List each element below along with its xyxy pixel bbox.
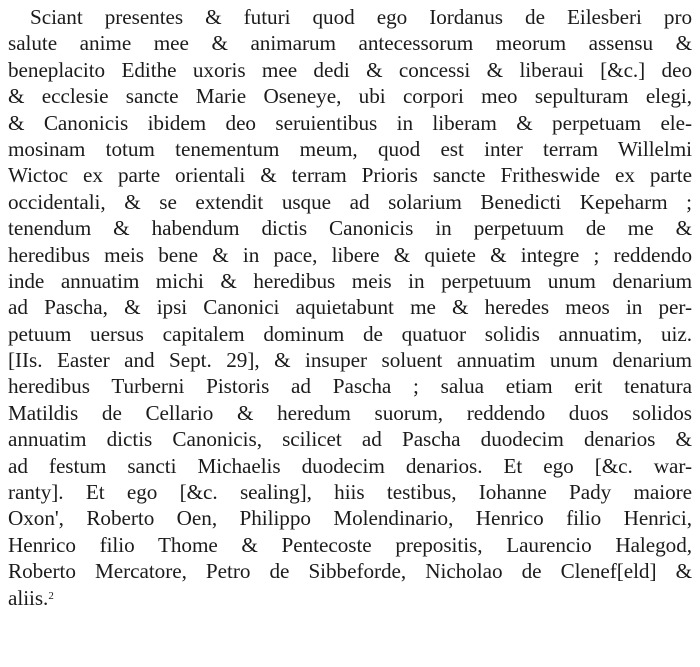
- text-line: mosinam totum tenementum meum, quod est inter terram Willelmi: [8, 136, 692, 161]
- text-line: ad Pascha, & ipsi Canonici aquietabunt me & heredes meos in per-: [8, 295, 692, 320]
- text-line: salute anime mee & animarum antecessorum meorum assensu &: [8, 31, 692, 56]
- text-line: Wictoc ex parte orientali & terram Prioris sancte Fritheswide ex parte: [8, 163, 692, 188]
- text-line: ranty]. Et ego [&c. sealing], hiis testibus, Iohanne Pady maiore: [8, 480, 692, 505]
- text-line: [IIs. Easter and Sept. 29], & insuper soluent annuatim unum denarium: [8, 348, 692, 373]
- text-line: tenendum & habendum dictis Canonicis in perpetuum de me &: [8, 216, 692, 241]
- text-line: Oxon', Roberto Oen, Philippo Molendinario, Henrico filio Henrici,: [8, 506, 692, 531]
- text-line: & Canonicis ibidem deo seruientibus in liberam & perpetuam ele-: [8, 110, 692, 135]
- text-line-final: [8, 585, 692, 611]
- text-line: aliis.: [8, 585, 49, 610]
- text-line: Henrico filio Thome & Pentecoste prepositis, Laurencio Halegod,: [8, 532, 692, 557]
- text-line: heredibus Turberni Pistoris ad Pascha ; salua etiam erit tenatura: [8, 374, 692, 399]
- text-line: Roberto Mercatore, Petro de Sibbeforde, Nicholao de Clenef[eld] &: [8, 559, 692, 584]
- text-line: inde annuatim michi & heredibus meis in perpetuum unum denarium: [8, 268, 692, 293]
- text-line: occidentali, & se extendit usque ad solarium Benedicti Kepeharm ;: [8, 189, 692, 214]
- text-line: ad festum sancti Michaelis duodecim denarios. Et ego [&c. war-: [8, 453, 692, 478]
- text-line: Matildis de Cellario & heredum suorum, reddendo duos solidos: [8, 400, 692, 425]
- text-line: petuum uersus capitalem dominum de quatuor solidis annuatim, uiz.: [8, 321, 692, 346]
- footnote-marker[interactable]: 2: [48, 589, 54, 602]
- text-line: annuatim dictis Canonicis, scilicet ad Pascha duodecim denarios &: [8, 427, 692, 452]
- text-line: & ecclesie sancte Marie Oseneye, ubi corpori meo sepulturam elegi,: [8, 84, 692, 109]
- text-line: Sciant presentes & futuri quod ego Iordanus de Eilesberi pro: [30, 5, 692, 29]
- text-line: beneplacito Edithe uxoris mee dedi & concessi & liberaui [&c.] deo: [8, 57, 692, 82]
- text-line: heredibus meis bene & in pace, libere & quiete & integre ; reddendo: [8, 242, 692, 267]
